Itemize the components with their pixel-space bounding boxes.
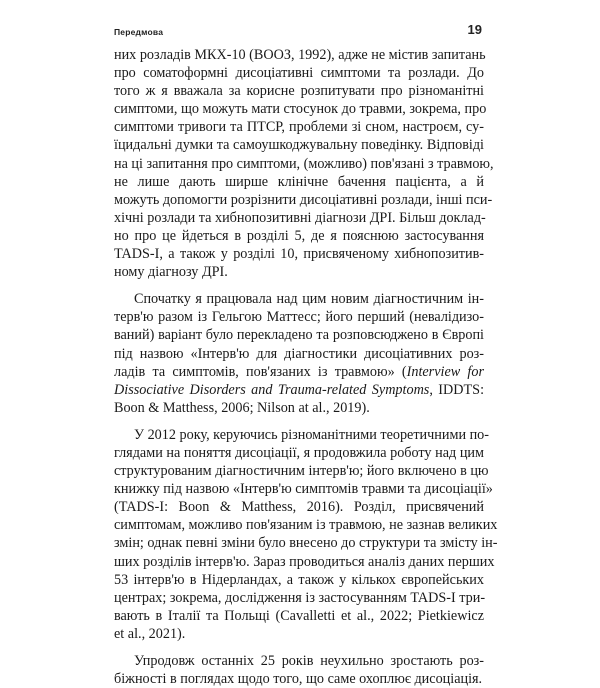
paragraph-spacer <box>114 281 484 290</box>
text-line: хічні розлади та хибнопозитивні діагнози ДРІ. Більш доклад- <box>114 209 486 226</box>
text-line: Dissociative Disorders and Trauma-related Symptoms, IDDTS: <box>114 381 485 398</box>
text-line: змін; однак певні зміни було внесено до структури та змісту ін- <box>114 535 498 552</box>
text-line: терв'ю разом із Гельгою Маттесс; його перший (невалідизо- <box>114 309 484 326</box>
text-line: глядами на поняття дисоціації, я продовжила роботу над цим <box>114 444 484 461</box>
text-line: ваний) варіант було перекладено та розповсюджено в Європі <box>114 327 484 344</box>
text-line: (TADS-I: Boon & Matthess, 2016). Розділ, присвячений <box>114 499 484 516</box>
running-header: Передмова <box>114 27 164 37</box>
text-line: симптомам, можливо пов'язаним із травмою, не зазнав великих <box>114 517 498 534</box>
text-line: У 2012 року, керуючись різноманітними теоретичними по- <box>134 426 489 443</box>
text-line: центрах; зокрема, дослідження із застосуванням TADS-I три- <box>114 589 486 606</box>
text-line: під назвою «Інтерв'ю для діагностики дисоціативних роз- <box>114 345 484 362</box>
text-line: структурованим діагностичним інтерв'ю; його включено в цю <box>114 463 489 480</box>
page-number: 19 <box>467 22 482 37</box>
text-line: симптоми тривоги та ПТСР, проблеми зі сном, настроєм, су- <box>114 119 484 136</box>
text-line: Спочатку я працювала над цим новим діагностичним ін- <box>134 291 484 308</box>
page-body <box>114 46 498 688</box>
text-line: того ж я вважала за корисне розпитувати про різноманітні <box>114 83 484 100</box>
text-line: біжності в поглядах щодо того, що саме охоплює дисоціація. <box>114 671 483 688</box>
paragraph-spacer <box>114 417 484 426</box>
italic-title-fragment: Interview for <box>406 363 484 380</box>
text-line: Boon & Matthess, 2006; Nilson at al., 2019). <box>114 399 370 416</box>
text-line: TADS-I, а також у розділі 10, присвяченому хибнопозитив- <box>114 246 484 263</box>
text-line: не лише дають ширше клінічне бачення пацієнта, а й <box>114 173 484 190</box>
text-line: можуть допомогти розрізнити дисоціативні розлади, інші пси- <box>114 191 493 208</box>
text-line: Упродовж останніх 25 років неухильно зростають роз- <box>134 653 484 669</box>
text-line: них розладів МКХ-10 (ВООЗ, 1992), адже не містив запитань <box>114 47 486 63</box>
text-line: книжку під назвою «Інтерв'ю симптомів травми та дисоціації» <box>114 481 493 498</box>
italic-title-fragment: Dissociative Disorders and Trauma-related Symptoms <box>114 381 430 398</box>
paragraph-3 <box>114 426 498 643</box>
paragraph-1 <box>114 46 494 281</box>
paragraph-spacer <box>114 643 484 652</box>
text-line: ших розділів інтерв'ю. Зараз проводиться аналіз даних перших <box>114 553 495 570</box>
text-line: et al., 2021). <box>114 625 186 642</box>
paragraph-4 <box>114 652 484 688</box>
text-line: на ці запитання про симптоми, (можливо) пов'язані з травмою, <box>114 155 494 172</box>
text-line: ному діагнозу ДРІ. <box>114 264 228 281</box>
paragraph-2 <box>114 290 484 417</box>
text-line: про соматоформні дисоціативні симптоми та розлади. До <box>114 65 484 82</box>
text-line: симптоми, що можуть мати стосунок до травми, зокрема, про <box>114 101 487 118</box>
text-line: ладів та симптомів, пов'язаних із травмою» (Interview for <box>114 363 484 380</box>
text-line: їцидальні думки та самоушкоджувальну поведінку. Відповіді <box>114 137 484 154</box>
text-line: 53 інтерв'ю в Нідерландах, а також у кількох європейських <box>114 571 484 588</box>
text-line: вають в Італії та Польщі (Cavalletti et al., 2022; Pietkiewicz <box>114 607 484 624</box>
text-line: но про це йдеться в розділі 5, де я пояснюю застосування <box>114 227 484 244</box>
